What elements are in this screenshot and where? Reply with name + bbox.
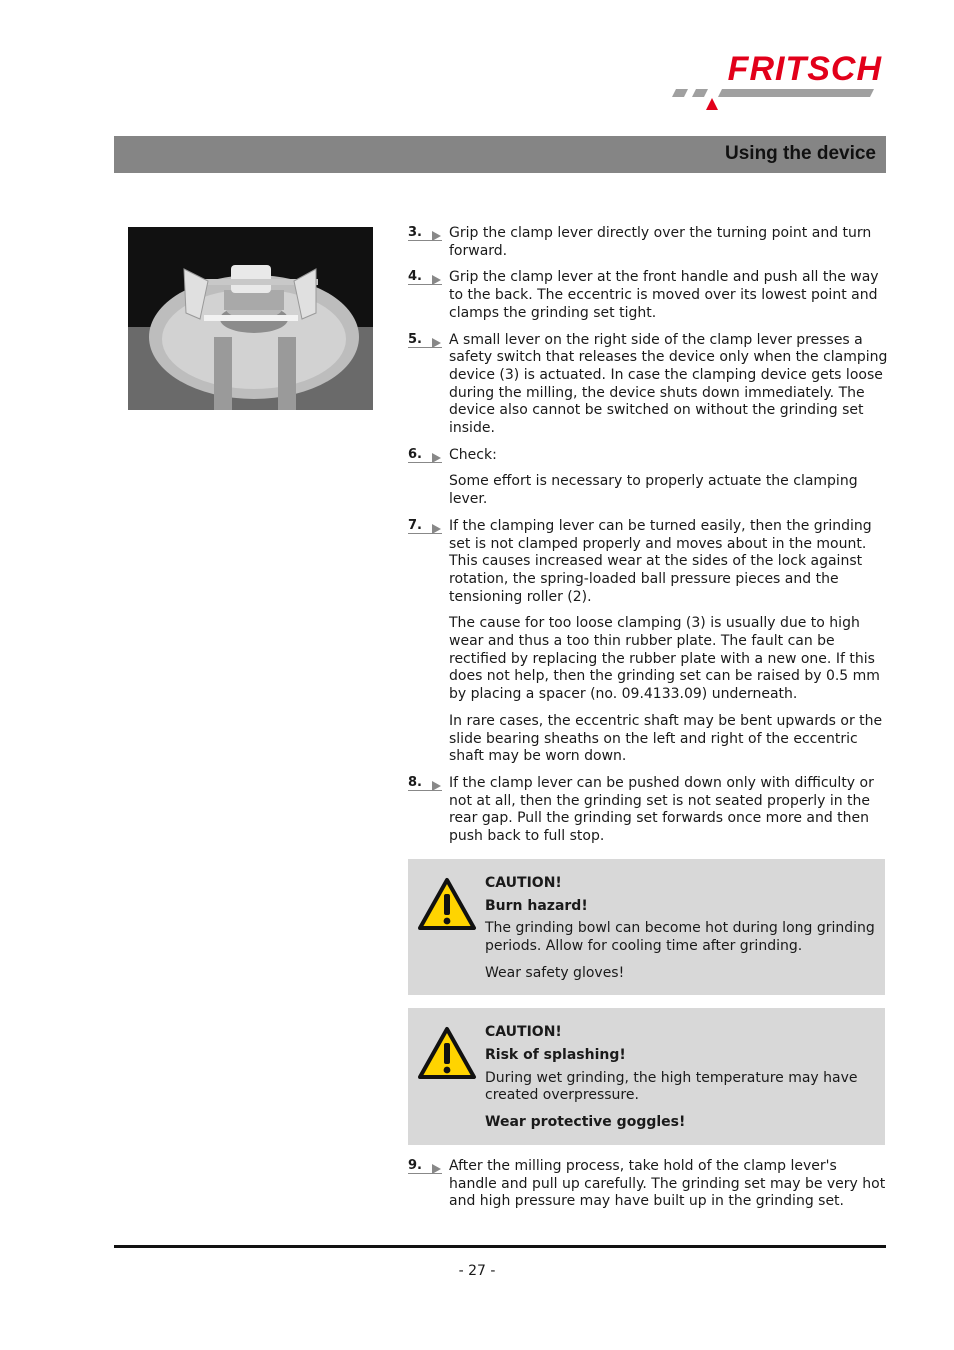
step-item [408, 332, 888, 438]
caution-text: The grinding bowl can become hot during long grinding periods. Allow for cooling time after grinding. [485, 920, 875, 954]
step-number: 4. [408, 269, 442, 285]
step-number: 3. [408, 225, 442, 241]
caution-hazard: Risk of splashing! [485, 1047, 626, 1064]
step-number: 6. [408, 447, 442, 463]
step-number: 8. [408, 775, 442, 791]
caution-label: CAUTION! [485, 1024, 562, 1041]
step-item [408, 269, 888, 322]
step-text: If the clamp lever can be pushed down only with difficulty or not at all, then the grinding set is not seated properly in the rear gap. Pull the grinding set forwards once more and then push back to full stop. [449, 774, 874, 845]
arrow-icon [432, 231, 441, 241]
step-text: Grip the clamp lever at the front handle and push all the way to the back. The eccentric is moved over its lowest point and clamps the grinding set tight. [449, 269, 879, 321]
step-number: 9. [408, 1158, 442, 1174]
step-note: In rare cases, the eccentric shaft may be bent upwards or the slide bearing sheaths on the left and right of the eccentric shaft may be worn down. [449, 712, 883, 765]
logo-stripes [668, 52, 890, 112]
caution-action: Wear safety gloves! [485, 964, 625, 981]
step-number: 5. [408, 332, 442, 348]
fritsch-logo [668, 52, 890, 112]
section-header [114, 136, 886, 173]
arrow-icon [432, 453, 441, 463]
caution-box [408, 859, 885, 996]
page-number: - 27 - [458, 1263, 496, 1279]
step-item [408, 225, 888, 260]
step-item [408, 447, 888, 465]
step-text: Check: [449, 446, 497, 463]
arrow-icon [432, 1164, 441, 1174]
grinding-set-photo [128, 227, 373, 410]
caution-label: CAUTION! [485, 874, 562, 891]
step-text: Grip the clamp lever directly over the turning point and turn forward. [449, 225, 872, 259]
arrow-icon [432, 338, 441, 348]
caution-hazard: Burn hazard! [485, 897, 588, 914]
caution-action: Wear protective goggles! [485, 1114, 686, 1131]
step-item [408, 518, 888, 607]
step-item [408, 1158, 888, 1211]
step-text: After the milling process, take hold of the clamp lever's handle and pull up carefully. The grinding set may be very hot and high pressure may have built up in the grinding set. [449, 1157, 886, 1210]
warning-icon [417, 877, 477, 931]
step-note: The cause for too loose clamping (3) is usually due to high wear and thus a too thin rubber plate. The fault can be rectified by replacing the rubber plate with a new one. If this does not help, then the grinding set can be raised by 0.5 mm by placing a spacer (no. 09.4133.09) underneath. [449, 615, 880, 703]
caution-text: During wet grinding, the high temperature may have created overpressure. [485, 1069, 858, 1104]
caution-box [408, 1008, 885, 1145]
warning-icon [417, 1026, 477, 1080]
step-number: 7. [408, 518, 442, 534]
step-item [408, 775, 888, 846]
instructions [408, 225, 888, 1220]
section-title: Using the device [725, 143, 876, 164]
step-text: A small lever on the right side of the clamp lever presses a safety switch that releases the device only when the clamping device (3) is actuated. In case the clamping device gets loose during the milling, the device shuts down immediately. The device also cannot be switched on without the grinding set inside. [449, 331, 888, 437]
logo-text: FRITSCH [727, 50, 882, 88]
arrow-icon [432, 275, 441, 285]
arrow-icon [432, 524, 441, 534]
arrow-icon [432, 781, 441, 791]
step-text: If the clamping lever can be turned easily, then the grinding set is not clamped properly and moves about in the mount. This causes increased wear at the sides of the lock against rotation, the spring-loaded ball pressure pieces and the tensioning roller (2). [449, 517, 872, 605]
step-note: Some effort is necessary to properly actuate the clamping lever. [449, 473, 858, 508]
footer-rule [114, 1245, 886, 1248]
